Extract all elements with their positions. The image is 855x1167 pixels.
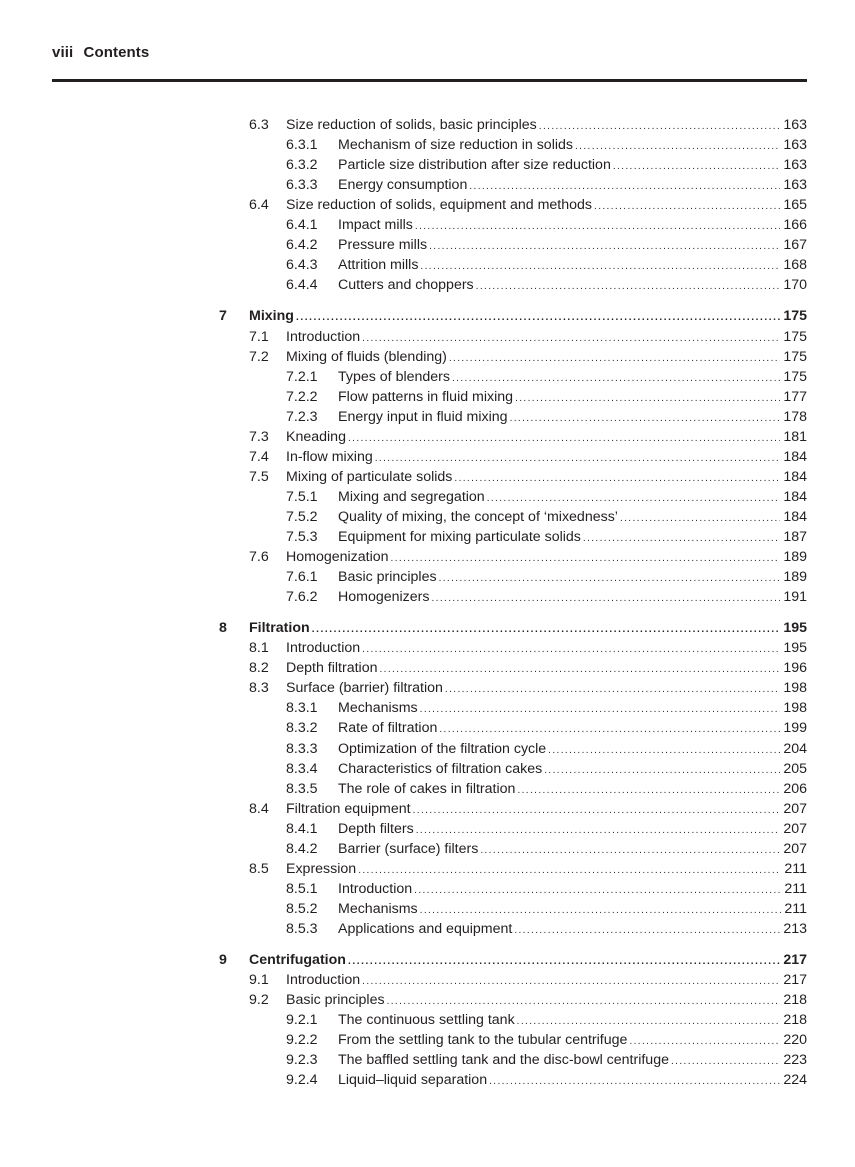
toc-entry-page: 206 bbox=[783, 780, 807, 797]
toc-entry-page: 189 bbox=[783, 569, 807, 586]
toc-section-entry bbox=[249, 658, 807, 678]
dot-leader bbox=[420, 257, 780, 277]
dot-leader bbox=[517, 781, 780, 801]
dot-leader bbox=[415, 217, 780, 237]
toc-entry-number: 6.3.2 bbox=[286, 157, 318, 174]
toc-section-entry bbox=[249, 859, 807, 879]
toc-entry-number: 7.6.1 bbox=[286, 569, 318, 586]
toc-subsection-entry bbox=[286, 739, 807, 759]
dot-leader bbox=[362, 329, 780, 349]
toc-entry-title: Depth filters bbox=[338, 820, 414, 837]
toc-entry-title: The baffled settling tank and the disc-bowl centrifuge bbox=[338, 1052, 669, 1069]
dot-leader bbox=[510, 409, 781, 429]
dot-leader bbox=[431, 589, 780, 609]
toc-entry-number: 9.2.3 bbox=[286, 1052, 318, 1069]
dot-leader bbox=[449, 349, 780, 369]
toc-entry-title: Mixing and segregation bbox=[338, 488, 485, 505]
running-header-title: Contents bbox=[83, 44, 150, 61]
toc-entry-page: 211 bbox=[784, 900, 807, 917]
dot-leader bbox=[416, 821, 781, 841]
dot-leader bbox=[348, 429, 780, 449]
toc-entry-page: 217 bbox=[783, 972, 807, 989]
toc-subsection-entry bbox=[286, 759, 807, 779]
toc-entry-number: 6.4.1 bbox=[286, 217, 318, 234]
dot-leader bbox=[429, 237, 780, 257]
toc-entry-title: Size reduction of solids, equipment and methods bbox=[286, 197, 593, 214]
dot-leader bbox=[517, 1012, 781, 1032]
toc-entry-page: 205 bbox=[783, 760, 807, 777]
toc-entry-number: 9 bbox=[219, 952, 227, 968]
toc-subsection-entry bbox=[286, 698, 807, 718]
toc-subsection-entry bbox=[286, 587, 807, 607]
dot-leader bbox=[375, 449, 781, 469]
toc-entry-page: 207 bbox=[783, 820, 807, 837]
dot-leader bbox=[413, 801, 781, 821]
toc-entry-page: 198 bbox=[783, 700, 807, 717]
toc-subsection-entry bbox=[286, 1050, 807, 1070]
toc-entry-number: 6.3.3 bbox=[286, 177, 318, 194]
toc-entry-number: 9.1 bbox=[249, 972, 269, 989]
toc-chapter-entry bbox=[219, 306, 807, 326]
toc-entry-number: 7.4 bbox=[249, 448, 269, 465]
toc-entry-title: Mixing of particulate solids bbox=[286, 468, 453, 485]
toc-entry-number: 7.5.3 bbox=[286, 529, 318, 545]
dot-leader bbox=[452, 369, 780, 389]
toc-entry-title: Flow patterns in fluid mixing bbox=[338, 388, 514, 405]
toc-entry-page: 189 bbox=[783, 549, 807, 566]
toc-entry-title: Pressure mills bbox=[338, 237, 428, 254]
dot-leader bbox=[575, 137, 780, 157]
toc-subsection-entry bbox=[286, 718, 807, 738]
dot-leader bbox=[454, 469, 780, 489]
toc-entry-page: 207 bbox=[783, 840, 807, 857]
toc-section-entry bbox=[249, 678, 807, 698]
toc-entry-title: Introduction bbox=[286, 640, 361, 657]
toc-entry-title: Cutters and choppers bbox=[338, 277, 474, 294]
dot-leader bbox=[379, 660, 780, 680]
toc-entry-page: 175 bbox=[783, 328, 807, 345]
toc-entry-page: 204 bbox=[783, 740, 807, 757]
toc-entry-page: 177 bbox=[783, 388, 807, 405]
toc-section-entry bbox=[249, 327, 807, 347]
dot-leader bbox=[544, 761, 780, 781]
dot-leader bbox=[348, 952, 780, 972]
toc-chapter-entry bbox=[219, 950, 807, 970]
toc-subsection-entry bbox=[286, 487, 807, 507]
toc-entry-title: Mechanisms bbox=[338, 900, 418, 917]
toc-entry-number: 7.2.2 bbox=[286, 388, 318, 405]
dot-leader bbox=[439, 720, 780, 740]
toc-entry-page: 178 bbox=[783, 408, 807, 425]
toc-entry-title: Types of blenders bbox=[338, 368, 450, 385]
toc-entry-page: 184 bbox=[783, 508, 807, 525]
toc-entry-page: 211 bbox=[784, 860, 807, 877]
toc-entry-page: 175 bbox=[783, 308, 807, 325]
toc-entry-title: Energy input in fluid mixing bbox=[338, 408, 508, 425]
toc-entry-title: Mixing bbox=[249, 308, 294, 325]
toc-entry-number: 7.2.1 bbox=[286, 368, 318, 385]
toc-section-entry bbox=[249, 115, 807, 135]
toc-subsection-entry bbox=[286, 507, 807, 527]
toc-entry-number: 7.6.2 bbox=[286, 589, 318, 606]
dot-leader bbox=[620, 509, 780, 529]
dot-leader bbox=[548, 741, 780, 761]
dot-leader bbox=[387, 992, 781, 1012]
toc-entry-number: 6.4 bbox=[249, 197, 269, 214]
toc-entry-number: 8 bbox=[219, 620, 227, 637]
toc-entry-number: 8.3.2 bbox=[286, 720, 318, 737]
toc-section-entry bbox=[249, 638, 807, 658]
toc-entry-page: 163 bbox=[783, 117, 807, 133]
toc-entry-page: 223 bbox=[783, 1052, 807, 1069]
toc-section-entry bbox=[249, 347, 807, 367]
running-header bbox=[52, 44, 149, 61]
toc-entry-page: 168 bbox=[783, 257, 807, 274]
toc-subsection-entry bbox=[286, 819, 807, 839]
dot-leader bbox=[489, 1072, 780, 1092]
dot-leader bbox=[671, 1052, 780, 1072]
toc-subsection-entry bbox=[286, 215, 807, 235]
toc-entry-number: 7.6 bbox=[249, 549, 269, 566]
toc-subsection-entry bbox=[286, 135, 807, 155]
toc-entry-number: 6.4.2 bbox=[286, 237, 318, 254]
toc-entry-page: 184 bbox=[783, 488, 807, 505]
toc-entry-title: Homogenizers bbox=[338, 589, 430, 606]
toc-entry-number: 7.2.3 bbox=[286, 408, 318, 425]
toc-entry-title: Quality of mixing, the concept of ‘mixedness’ bbox=[338, 508, 618, 525]
page-number: viii bbox=[52, 44, 74, 61]
toc-entry-title: Centrifugation bbox=[249, 952, 346, 968]
toc-section-entry bbox=[249, 799, 807, 819]
toc-section-entry bbox=[249, 427, 807, 447]
dot-leader bbox=[362, 640, 780, 660]
dot-leader bbox=[514, 921, 780, 941]
toc-entry-page: 220 bbox=[783, 1032, 807, 1049]
dot-leader bbox=[613, 157, 780, 177]
toc-chapter-entry bbox=[219, 618, 807, 638]
toc-subsection-entry bbox=[286, 1030, 807, 1050]
toc-entry-title: Filtration bbox=[249, 620, 310, 637]
toc-entry-number: 9.2.2 bbox=[286, 1032, 318, 1049]
toc-subsection-entry bbox=[286, 879, 807, 899]
toc-entry-title: In-flow mixing bbox=[286, 448, 373, 465]
toc-subsection-entry bbox=[286, 275, 807, 295]
toc-entry-page: 170 bbox=[783, 277, 807, 294]
toc-entry-page: 218 bbox=[783, 1012, 807, 1029]
toc-entry-title: Optimization of the filtration cycle bbox=[338, 740, 547, 757]
toc-entry-number: 8.4.1 bbox=[286, 820, 318, 837]
toc-entry-page: 195 bbox=[783, 620, 807, 637]
toc-section-entry bbox=[249, 970, 807, 990]
toc-entry-title: Mixing of fluids (blending) bbox=[286, 348, 447, 365]
dot-leader bbox=[469, 177, 780, 197]
toc-entry-title: Particle size distribution after size reduction bbox=[338, 157, 611, 174]
toc-entry-page: 163 bbox=[783, 137, 807, 154]
dot-leader bbox=[414, 881, 781, 901]
toc-subsection-entry bbox=[286, 899, 807, 919]
toc-entry-number: 8.5.2 bbox=[286, 900, 318, 917]
toc-entry-page: 165 bbox=[783, 197, 807, 214]
toc-entry-number: 8.5 bbox=[249, 860, 269, 877]
toc-entry-number: 6.3 bbox=[249, 117, 269, 133]
toc-entry-page: 175 bbox=[783, 348, 807, 365]
toc-entry-number: 8.4.2 bbox=[286, 840, 318, 857]
toc-entry-number: 7.1 bbox=[249, 328, 269, 345]
toc-subsection-entry bbox=[286, 155, 807, 175]
toc-entry-page: 196 bbox=[783, 660, 807, 677]
toc-entry-title: Filtration equipment bbox=[286, 800, 411, 817]
dot-leader bbox=[362, 972, 780, 992]
toc-entry-title: Introduction bbox=[286, 972, 361, 989]
toc-entry-page: 224 bbox=[783, 1072, 807, 1089]
toc-entry-page: 218 bbox=[783, 992, 807, 1009]
toc-entry-number: 7.5 bbox=[249, 468, 269, 485]
dot-leader bbox=[445, 680, 780, 700]
toc-subsection-entry bbox=[286, 387, 807, 407]
dot-leader bbox=[476, 277, 781, 297]
toc-section-entry bbox=[249, 195, 807, 215]
toc-entry-number: 7.2 bbox=[249, 348, 269, 365]
toc-entry-number: 9.2.1 bbox=[286, 1012, 318, 1029]
toc-entry-title: Barrier (surface) filters bbox=[338, 840, 479, 857]
toc-entry-page: 163 bbox=[783, 157, 807, 174]
toc-entry-page: 217 bbox=[783, 952, 807, 968]
toc-entry-number: 9.2 bbox=[249, 992, 269, 1009]
toc-entry-title: Impact mills bbox=[338, 217, 413, 234]
toc-entry-number: 6.4.4 bbox=[286, 277, 318, 294]
toc-subsection-entry bbox=[286, 779, 807, 799]
toc-entry-page: 175 bbox=[783, 368, 807, 385]
toc-entry-title: The role of cakes in filtration bbox=[338, 780, 516, 797]
toc-entry-number: 8.5.3 bbox=[286, 920, 318, 937]
toc-entry-title: Expression bbox=[286, 860, 357, 877]
toc-subsection-entry bbox=[286, 527, 807, 547]
toc-entry-page: 167 bbox=[783, 237, 807, 254]
toc-section-entry bbox=[249, 990, 807, 1010]
toc-subsection-entry bbox=[286, 255, 807, 275]
toc-entry-number: 8.4 bbox=[249, 800, 269, 817]
dot-leader bbox=[583, 529, 780, 549]
toc-entry-title: Depth filtration bbox=[286, 660, 378, 677]
toc-entry-title: Mechanism of size reduction in solids bbox=[338, 137, 573, 154]
toc-entry-title: Introduction bbox=[286, 328, 361, 345]
toc-entry-title: Surface (barrier) filtration bbox=[286, 680, 443, 697]
dot-leader bbox=[629, 1032, 780, 1052]
dot-leader bbox=[296, 308, 780, 328]
toc-entry-page: 187 bbox=[783, 529, 807, 545]
toc-entry-number: 7.5.1 bbox=[286, 488, 318, 505]
toc-entry-number: 7.3 bbox=[249, 428, 269, 445]
toc-entry-title: Mechanisms bbox=[338, 700, 418, 717]
toc-entry-title: Equipment for mixing particulate solids bbox=[338, 529, 581, 545]
toc-subsection-entry bbox=[286, 175, 807, 195]
toc-entry-page: 184 bbox=[783, 468, 807, 485]
toc-entry-number: 7 bbox=[219, 308, 227, 325]
toc-entry-page: 207 bbox=[783, 800, 807, 817]
toc-entry-number: 6.4.3 bbox=[286, 257, 318, 274]
toc-entry-title: Basic principles bbox=[338, 569, 437, 586]
toc-entry-number: 8.5.1 bbox=[286, 880, 318, 897]
dot-leader bbox=[420, 901, 782, 921]
toc-entry-number: 9.2.4 bbox=[286, 1072, 318, 1089]
toc-entry-title: Basic principles bbox=[286, 992, 385, 1009]
dot-leader bbox=[391, 549, 781, 569]
toc-entry-title: The continuous settling tank bbox=[338, 1012, 515, 1029]
toc-section-entry bbox=[249, 467, 807, 487]
header-rule bbox=[52, 79, 807, 82]
toc-entry-page: 163 bbox=[783, 177, 807, 194]
toc-entry-number: 8.3.5 bbox=[286, 780, 318, 797]
toc-entry-number: 8.2 bbox=[249, 660, 269, 677]
toc-entry-number: 7.5.2 bbox=[286, 508, 318, 525]
toc-entry-page: 181 bbox=[783, 428, 807, 445]
dot-leader bbox=[420, 700, 781, 720]
toc-entry-page: 166 bbox=[783, 217, 807, 234]
toc-entry-page: 184 bbox=[783, 448, 807, 465]
toc-entry-number: 8.3 bbox=[249, 680, 269, 697]
toc-entry-title: Introduction bbox=[338, 880, 413, 897]
toc-subsection-entry bbox=[286, 1010, 807, 1030]
toc-subsection-entry bbox=[286, 1070, 807, 1090]
toc-subsection-entry bbox=[286, 235, 807, 255]
toc-entry-number: 8.3.3 bbox=[286, 740, 318, 757]
toc-entry-title: Homogenization bbox=[286, 549, 389, 566]
toc-entry-number: 8.3.1 bbox=[286, 700, 318, 717]
toc-entry-title: Size reduction of solids, basic principles bbox=[286, 117, 537, 133]
toc-entry-title: Energy consumption bbox=[338, 177, 468, 194]
toc-entry-title: Characteristics of filtration cakes bbox=[338, 760, 543, 777]
toc-entry-title: Rate of filtration bbox=[338, 720, 438, 737]
toc-entry-number: 6.3.1 bbox=[286, 137, 318, 154]
toc-entry-number: 8.1 bbox=[249, 640, 269, 657]
toc-entry-title: Applications and equipment bbox=[338, 920, 513, 937]
toc-entry-title: Kneading bbox=[286, 428, 346, 445]
dot-leader bbox=[487, 489, 781, 509]
toc-subsection-entry bbox=[286, 407, 807, 427]
toc-entry-page: 198 bbox=[783, 680, 807, 697]
toc-section-entry bbox=[249, 447, 807, 467]
toc-entry-title: Attrition mills bbox=[338, 257, 419, 274]
dot-leader bbox=[439, 569, 781, 589]
dot-leader bbox=[358, 861, 781, 881]
toc-entry-page: 195 bbox=[783, 640, 807, 657]
toc-subsection-entry bbox=[286, 567, 807, 587]
toc-entry-title: From the settling tank to the tubular centrifuge bbox=[338, 1032, 628, 1049]
dot-leader bbox=[515, 389, 780, 409]
toc-entry-number: 8.3.4 bbox=[286, 760, 318, 777]
toc-section-entry bbox=[249, 547, 807, 567]
toc-subsection-entry bbox=[286, 919, 807, 939]
toc-entry-page: 211 bbox=[784, 880, 807, 897]
toc-entry-title: Liquid–liquid separation bbox=[338, 1072, 488, 1089]
toc-entry-page: 191 bbox=[783, 589, 807, 606]
dot-leader bbox=[312, 620, 781, 640]
toc-subsection-entry bbox=[286, 839, 807, 859]
dot-leader bbox=[480, 841, 780, 861]
dot-leader bbox=[539, 117, 781, 137]
toc-entry-page: 199 bbox=[783, 720, 807, 737]
toc-entry-page: 213 bbox=[783, 920, 807, 937]
toc-subsection-entry bbox=[286, 367, 807, 387]
dot-leader bbox=[594, 197, 780, 217]
